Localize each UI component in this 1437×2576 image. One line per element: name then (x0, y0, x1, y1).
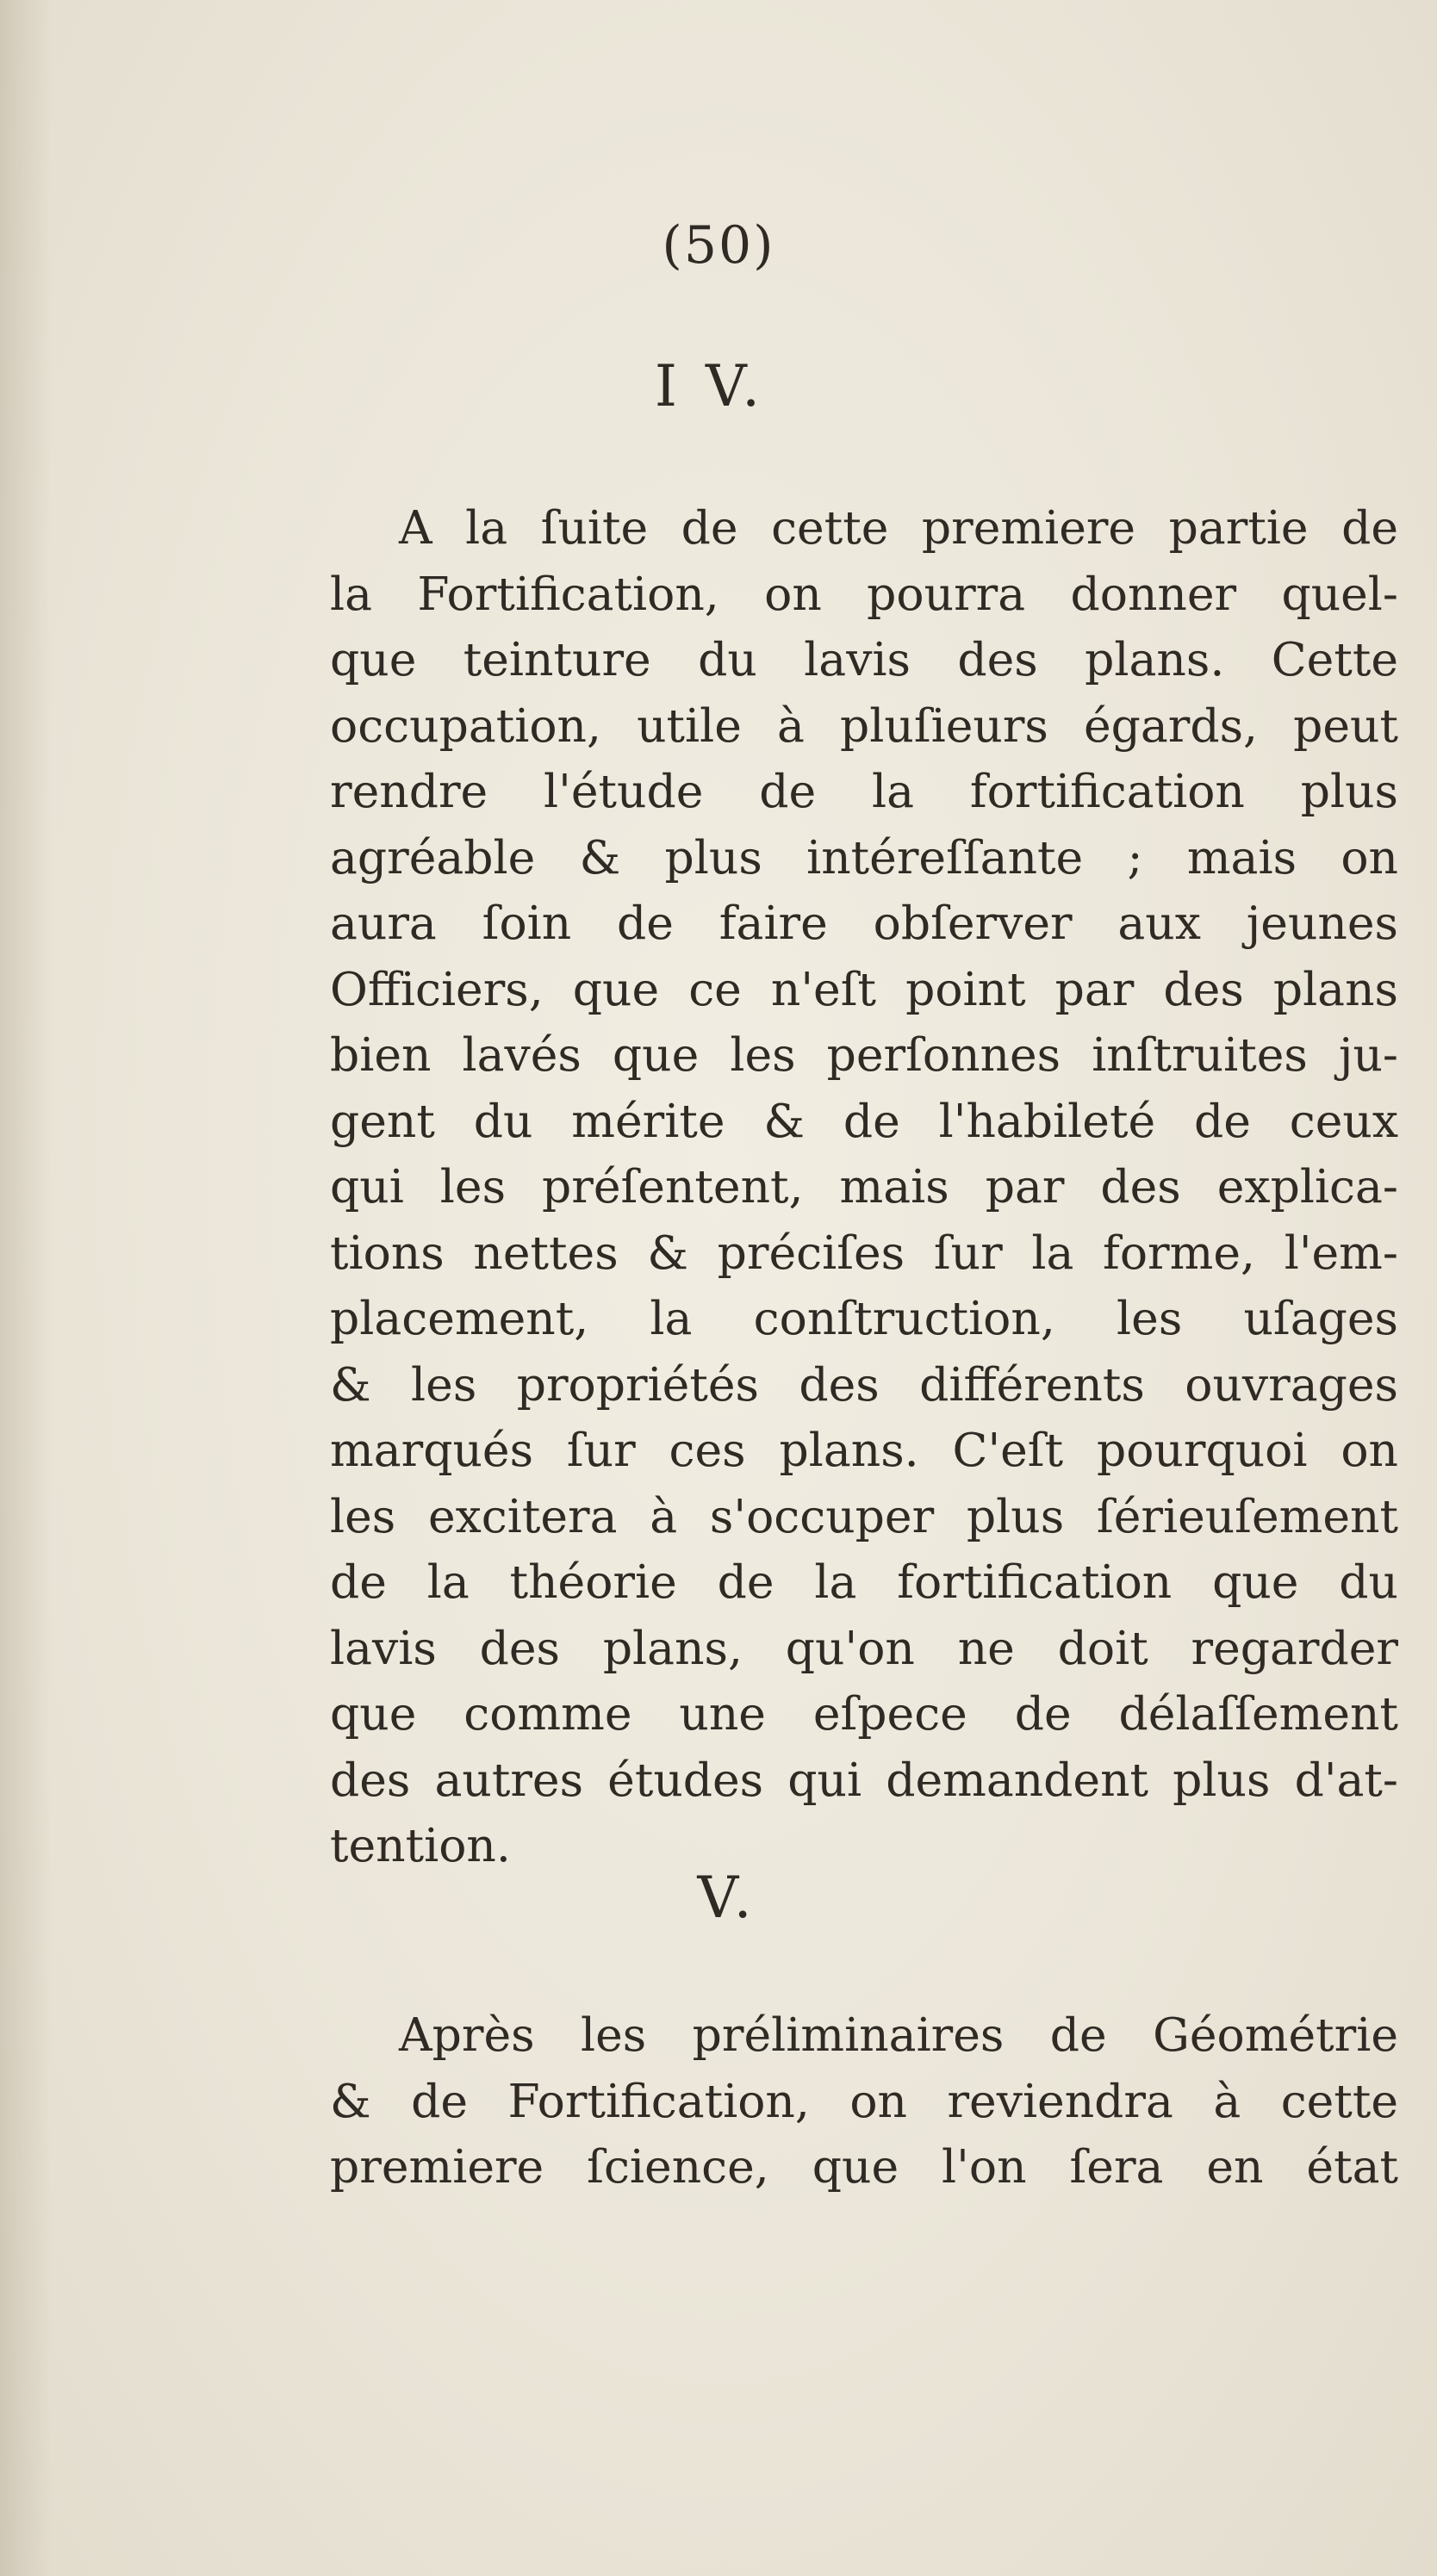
text-line: des autres études qui demandent plus d'at- (330, 1752, 1398, 1807)
text-line: rendre l'étude de la fortification plus (330, 764, 1398, 818)
text-line: occupation, utile à pluſieurs égards, peut (330, 698, 1398, 753)
page-number: (50) (662, 215, 775, 276)
text-line: bien lavés que les perſonnes inſtruites ju- (330, 1027, 1398, 1082)
text-line: que comme une eſpece de délaſſement (330, 1686, 1398, 1741)
text-line: la Fortification, on pourra donner quel- (330, 566, 1398, 621)
section-heading-v: V. (697, 1865, 757, 1931)
text-line: Officiers, que ce n'eſt point par des plans (330, 961, 1398, 1016)
text-line: les excitera à s'occuper plus ſérieuſement (330, 1488, 1398, 1543)
text-line: de la théorie de la fortification que du (330, 1555, 1398, 1609)
section-v-paragraph (330, 2002, 1398, 2200)
section-heading-iv: I V. (654, 353, 766, 419)
text-line: & les propriétés des différents ouvrages (330, 1356, 1398, 1412)
text-line: qui les préſentent, mais par des explica- (330, 1159, 1398, 1214)
text-line: premiere ſcience, que l'on ſera en état (330, 2139, 1398, 2194)
text-line: placement, la conſtruction, les uſages (330, 1291, 1398, 1345)
text-line: tention. (330, 1818, 511, 1872)
text-line: agréable & plus intéreſſante ; mais on (330, 829, 1398, 885)
text-line: lavis des plans, qu'on ne doit regarder (330, 1620, 1398, 1675)
text-line: marqués ſur ces plans. C'eſt pourquoi on (330, 1423, 1398, 1477)
text-line: A la ſuite de cette premiere partie de (399, 500, 1398, 555)
text-line: tions nettes & préciſes ſur la forme, l'em- (330, 1225, 1398, 1280)
text-line: gent du mérite & de l'habileté de ceux (330, 1093, 1398, 1148)
text-line: aura ſoin de faire obſerver aux jeunes (330, 896, 1398, 950)
text-line: que teinture du lavis des plans. Cette (330, 632, 1398, 686)
text-line: Après les préliminaires de Géométrie (399, 2008, 1398, 2062)
section-iv-paragraph (330, 495, 1398, 1879)
text-line: & de Fortification, on reviendra à cette (330, 2073, 1398, 2128)
